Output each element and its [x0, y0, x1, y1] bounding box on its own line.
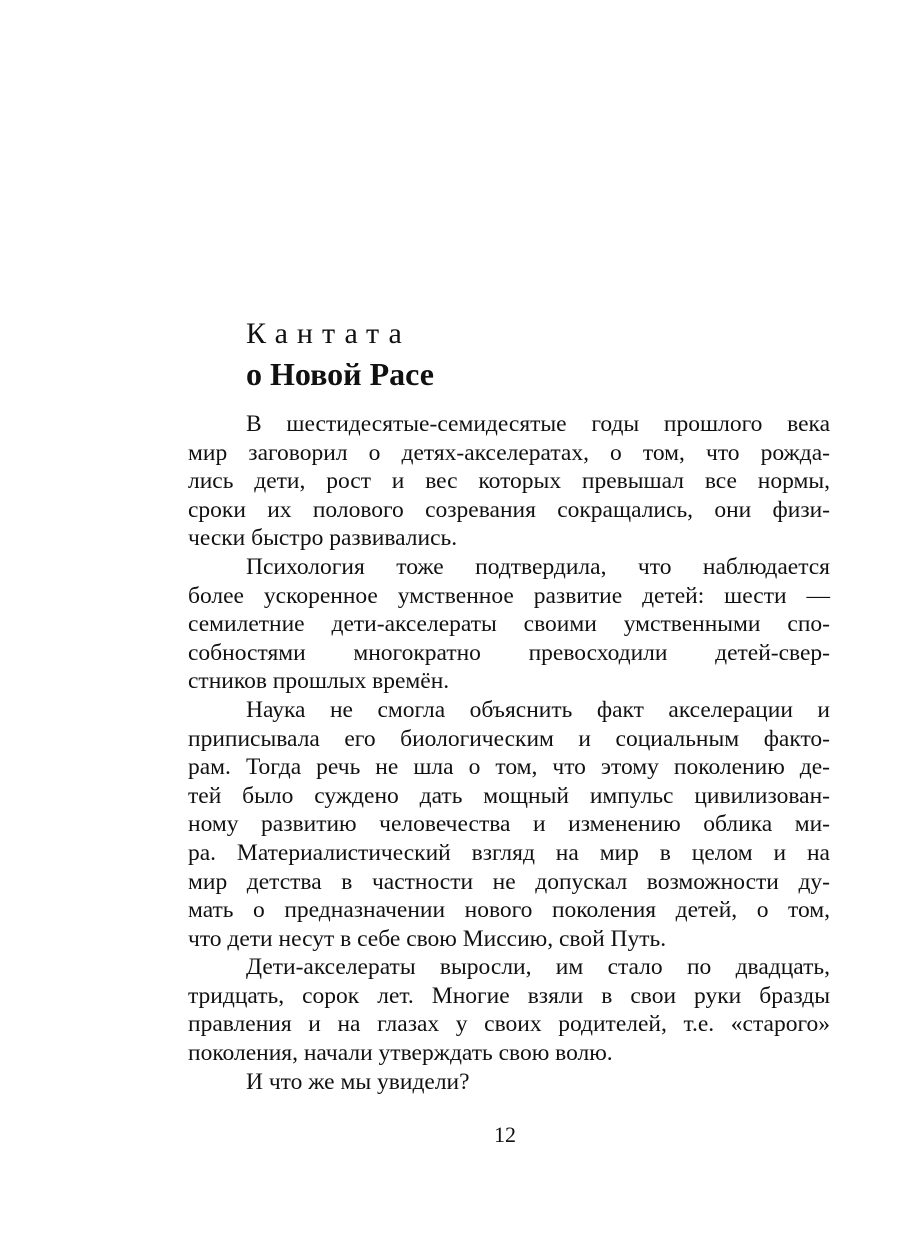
text-line: ному развитию человечества и изменению облика ми- — [188, 811, 830, 838]
text-line: чески быстро развивались. — [188, 525, 458, 552]
text-line: мать о предназначении нового поколения детей, о том, — [188, 897, 830, 924]
text-line: приписывала его биологическим и социальным факто- — [188, 725, 830, 752]
chapter-heading — [246, 316, 846, 394]
paragraph-1 — [188, 410, 830, 553]
text-line: стников прошлых времён. — [188, 668, 450, 695]
text-line: поколения, начали утверждать свою волю. — [188, 1040, 613, 1067]
text-line: В шестидесятые-семидесятые годы прошлого века — [246, 411, 830, 437]
text-line: сроки их полового созревания сокращались, они физи- — [188, 496, 830, 523]
text-line: лись дети, рост и вес которых превышал все нормы, — [188, 468, 830, 495]
text-line: что дети несут в себе свою Миссию, свой Путь. — [188, 925, 667, 952]
text-line: И что же мы увидели? — [246, 1068, 470, 1095]
text-line: более ускоренное умственное развитие детей: шести — — [188, 582, 830, 609]
text-line: тей было суждено дать мощный импульс цивилизован- — [188, 782, 830, 809]
heading-line-1: Кантата — [246, 317, 411, 350]
text-line: мир детства в частности не допускал возможности ду- — [188, 868, 830, 895]
paragraph-5 — [188, 1068, 830, 1097]
body-text — [188, 410, 830, 1096]
text-line: семилетние дети-акселераты своими умственными спо- — [188, 611, 830, 638]
text-line: Психология тоже подтвердила, что наблюдается — [246, 553, 830, 580]
heading-line-2: о Новой Расе — [246, 356, 434, 392]
text-line: Дети-акселераты выросли, им стало по двадцать, — [246, 954, 830, 981]
paragraph-2 — [188, 553, 830, 696]
text-line: правления и на глазах у своих родителей, т.е. «старого» — [188, 1011, 830, 1038]
text-line: рам. Тогда речь не шла о том, что этому поколению де- — [188, 754, 830, 781]
text-line: тридцать, сорок лет. Многие взяли в свои руки бразды — [188, 982, 830, 1009]
text-line: Наука не смогла объяснить факт акселерации и — [246, 696, 830, 723]
text-line: собностями многократно превосходили детей-свер- — [188, 639, 830, 666]
page-number: 12 — [494, 1122, 516, 1147]
text-line: ра. Материалистический взгляд на мир в целом и на — [188, 839, 830, 866]
text-line: мир заговорил о детях-акселератах, о том, что рожда- — [188, 439, 830, 466]
paragraph-3 — [188, 696, 830, 953]
paragraph-4 — [188, 953, 830, 1067]
